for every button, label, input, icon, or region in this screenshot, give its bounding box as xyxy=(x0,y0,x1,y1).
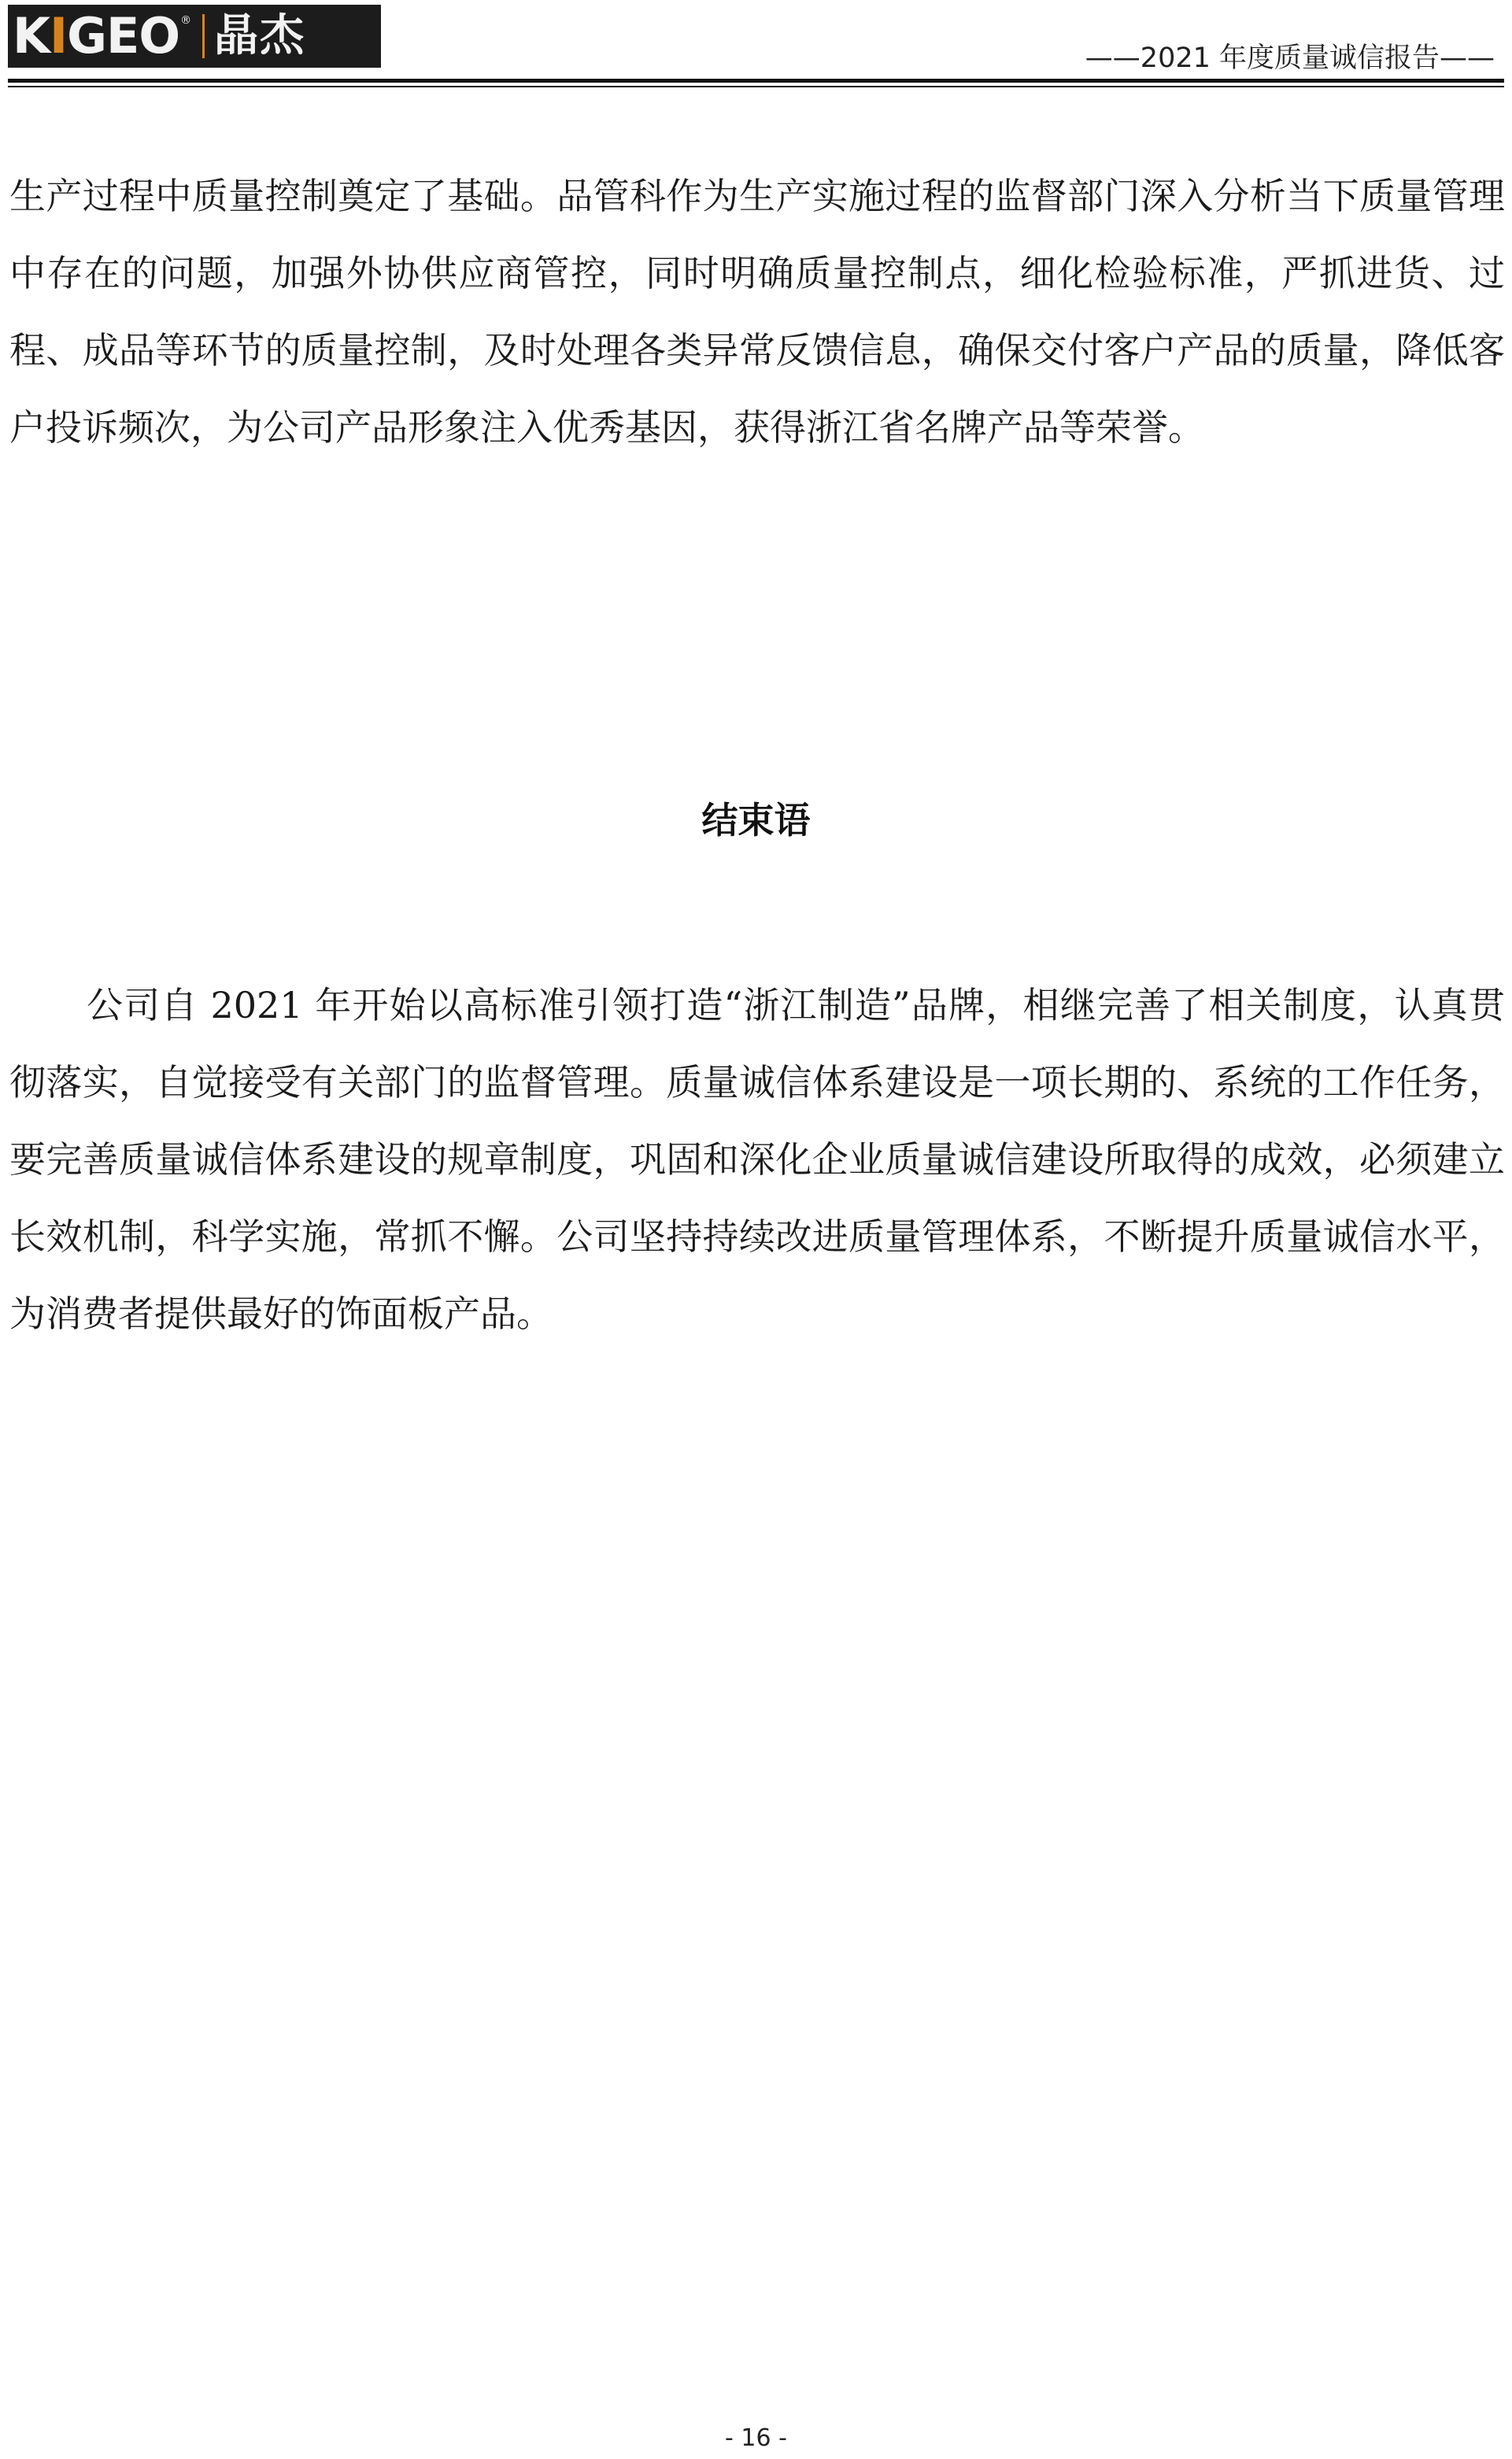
body-paragraph-quality-control: 生产过程中质量控制奠定了基础。品管科作为生产实施过程的监督部门深入分析当下质量管理中存在的问题，加强外协供应商管控，同时明确质量控制点，细化检验标准，严抓进货、过程、成品等环节的质量控制，及时处理各类异常反馈信息，确保交付客户产品的质量，降低客户投诉频次，为公司产品形象注入优秀基因，获得浙江省名牌产品等荣誉。 xyxy=(9,175,1505,449)
page-number: - 16 - xyxy=(725,2424,787,2452)
logo-divider xyxy=(202,14,205,58)
page-header xyxy=(0,0,1512,94)
company-logo xyxy=(8,5,381,68)
section-heading-conclusion: 结束语 xyxy=(701,799,811,841)
registered-mark: ® xyxy=(180,14,192,27)
header-rule-thin xyxy=(8,86,1504,87)
report-title: ——2021 年度质量诚信报告—— xyxy=(1085,43,1495,74)
logo-wordmark: KIGEO xyxy=(13,7,180,65)
logo-chinese-name: 晶杰 xyxy=(214,10,306,61)
body-paragraph-conclusion: 公司自 2021 年开始以高标准引领打造“浙江制造”品牌，相继完善了相关制度，认真贯彻落实，自觉接受有关部门的监督管理。质量诚信体系建设是一项长期的、系统的工作任务，要完善质量诚信体系建设的规章制度，巩固和深化企业质量诚信建设所取得的成效，必须建立长效机制，科学实施，常抓不懈。公司坚持持续改进质量管理体系，不断提升质量诚信水平，为消费者提供最好的饰面板产品。 xyxy=(9,984,1505,1335)
header-rule-thick xyxy=(8,79,1504,83)
